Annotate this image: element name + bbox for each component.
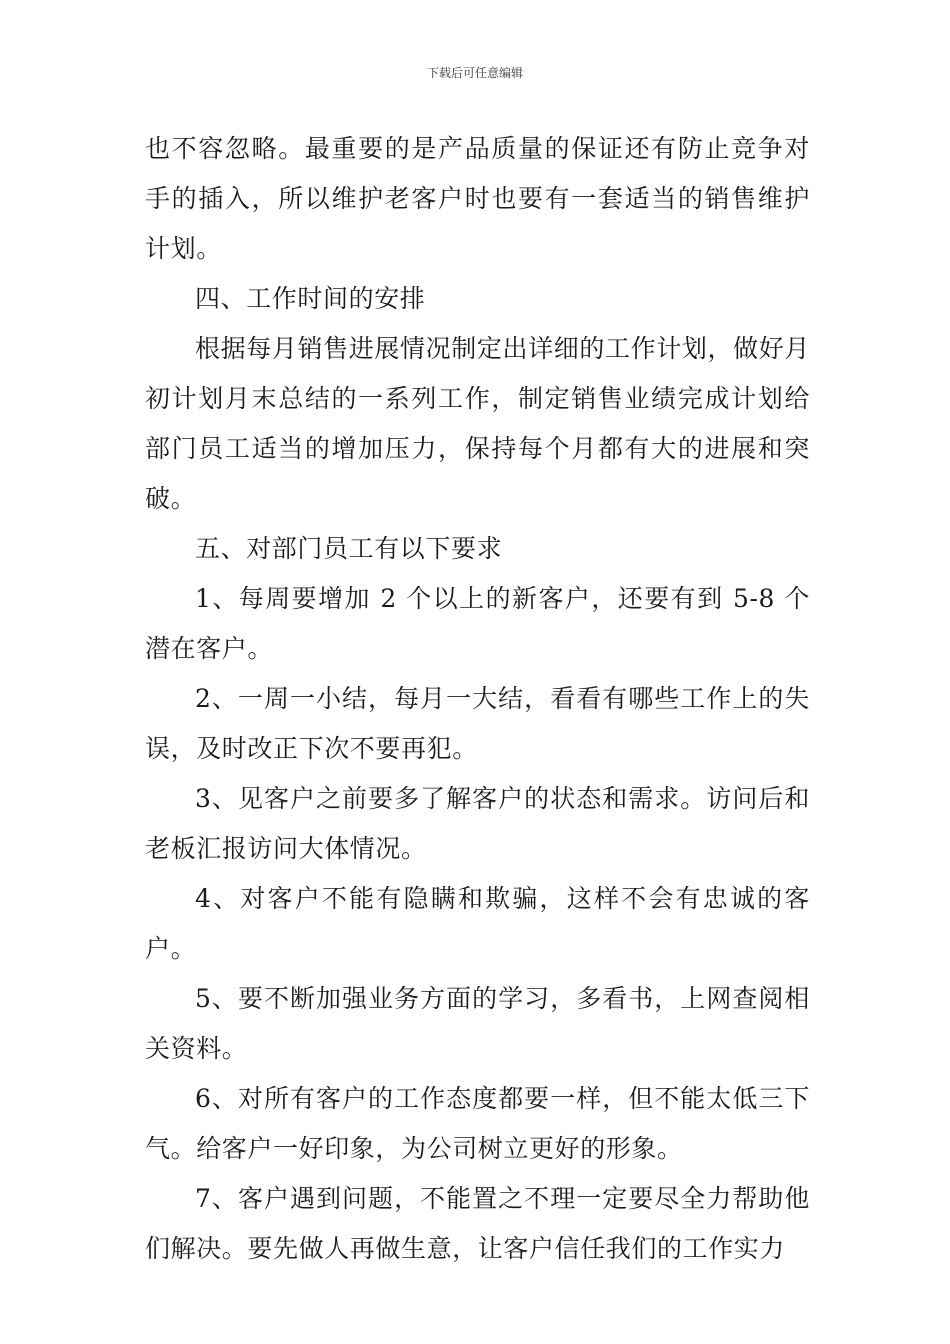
requirement-item-3: 3、见客户之前要多了解客户的状态和需求。访问后和老板汇报访问大体情况。: [145, 784, 810, 863]
requirement-item-5: 5、要不断加强业务方面的学习，多看书，上网查阅相关资料。: [145, 984, 810, 1063]
requirement-item-4: 4、对客户不能有隐瞒和欺骗，这样不会有忠诚的客户。: [145, 884, 810, 963]
section-heading-staff-requirements: 五、对部门员工有以下要求: [195, 534, 503, 563]
document-body: [145, 124, 810, 1274]
paragraph-work-plan: 根据每月销售进展情况制定出详细的工作计划，做好月初计划月末总结的一系列工作，制定销售业绩完成计划给部门员工适当的增加压力，保持每个月都有大的进展和突破。: [145, 334, 810, 513]
requirement-item-1: 1、每周要增加 2 个以上的新客户，还要有到 5-8 个潜在客户。: [145, 584, 810, 663]
requirement-item-2: 2、一周一小结，每月一大结，看看有哪些工作上的失误，及时改正下次不要再犯。: [145, 684, 810, 763]
requirement-item-7: 7、客户遇到问题，不能置之不理一定要尽全力帮助他们解决。要先做人再做生意，让客户信任我们的工作实力: [145, 1184, 810, 1263]
paragraph-continuation: 也不容忽略。最重要的是产品质量的保证还有防止竞争对手的插入，所以维护老客户时也要有一套适当的销售维护计划。: [145, 134, 810, 263]
header-note: 下载后可任意编辑: [426, 66, 523, 80]
requirement-item-6: 6、对所有客户的工作态度都要一样，但不能太低三下气。给客户一好印象，为公司树立更好的形象。: [145, 1084, 810, 1163]
section-heading-work-schedule: 四、工作时间的安排: [195, 284, 426, 313]
